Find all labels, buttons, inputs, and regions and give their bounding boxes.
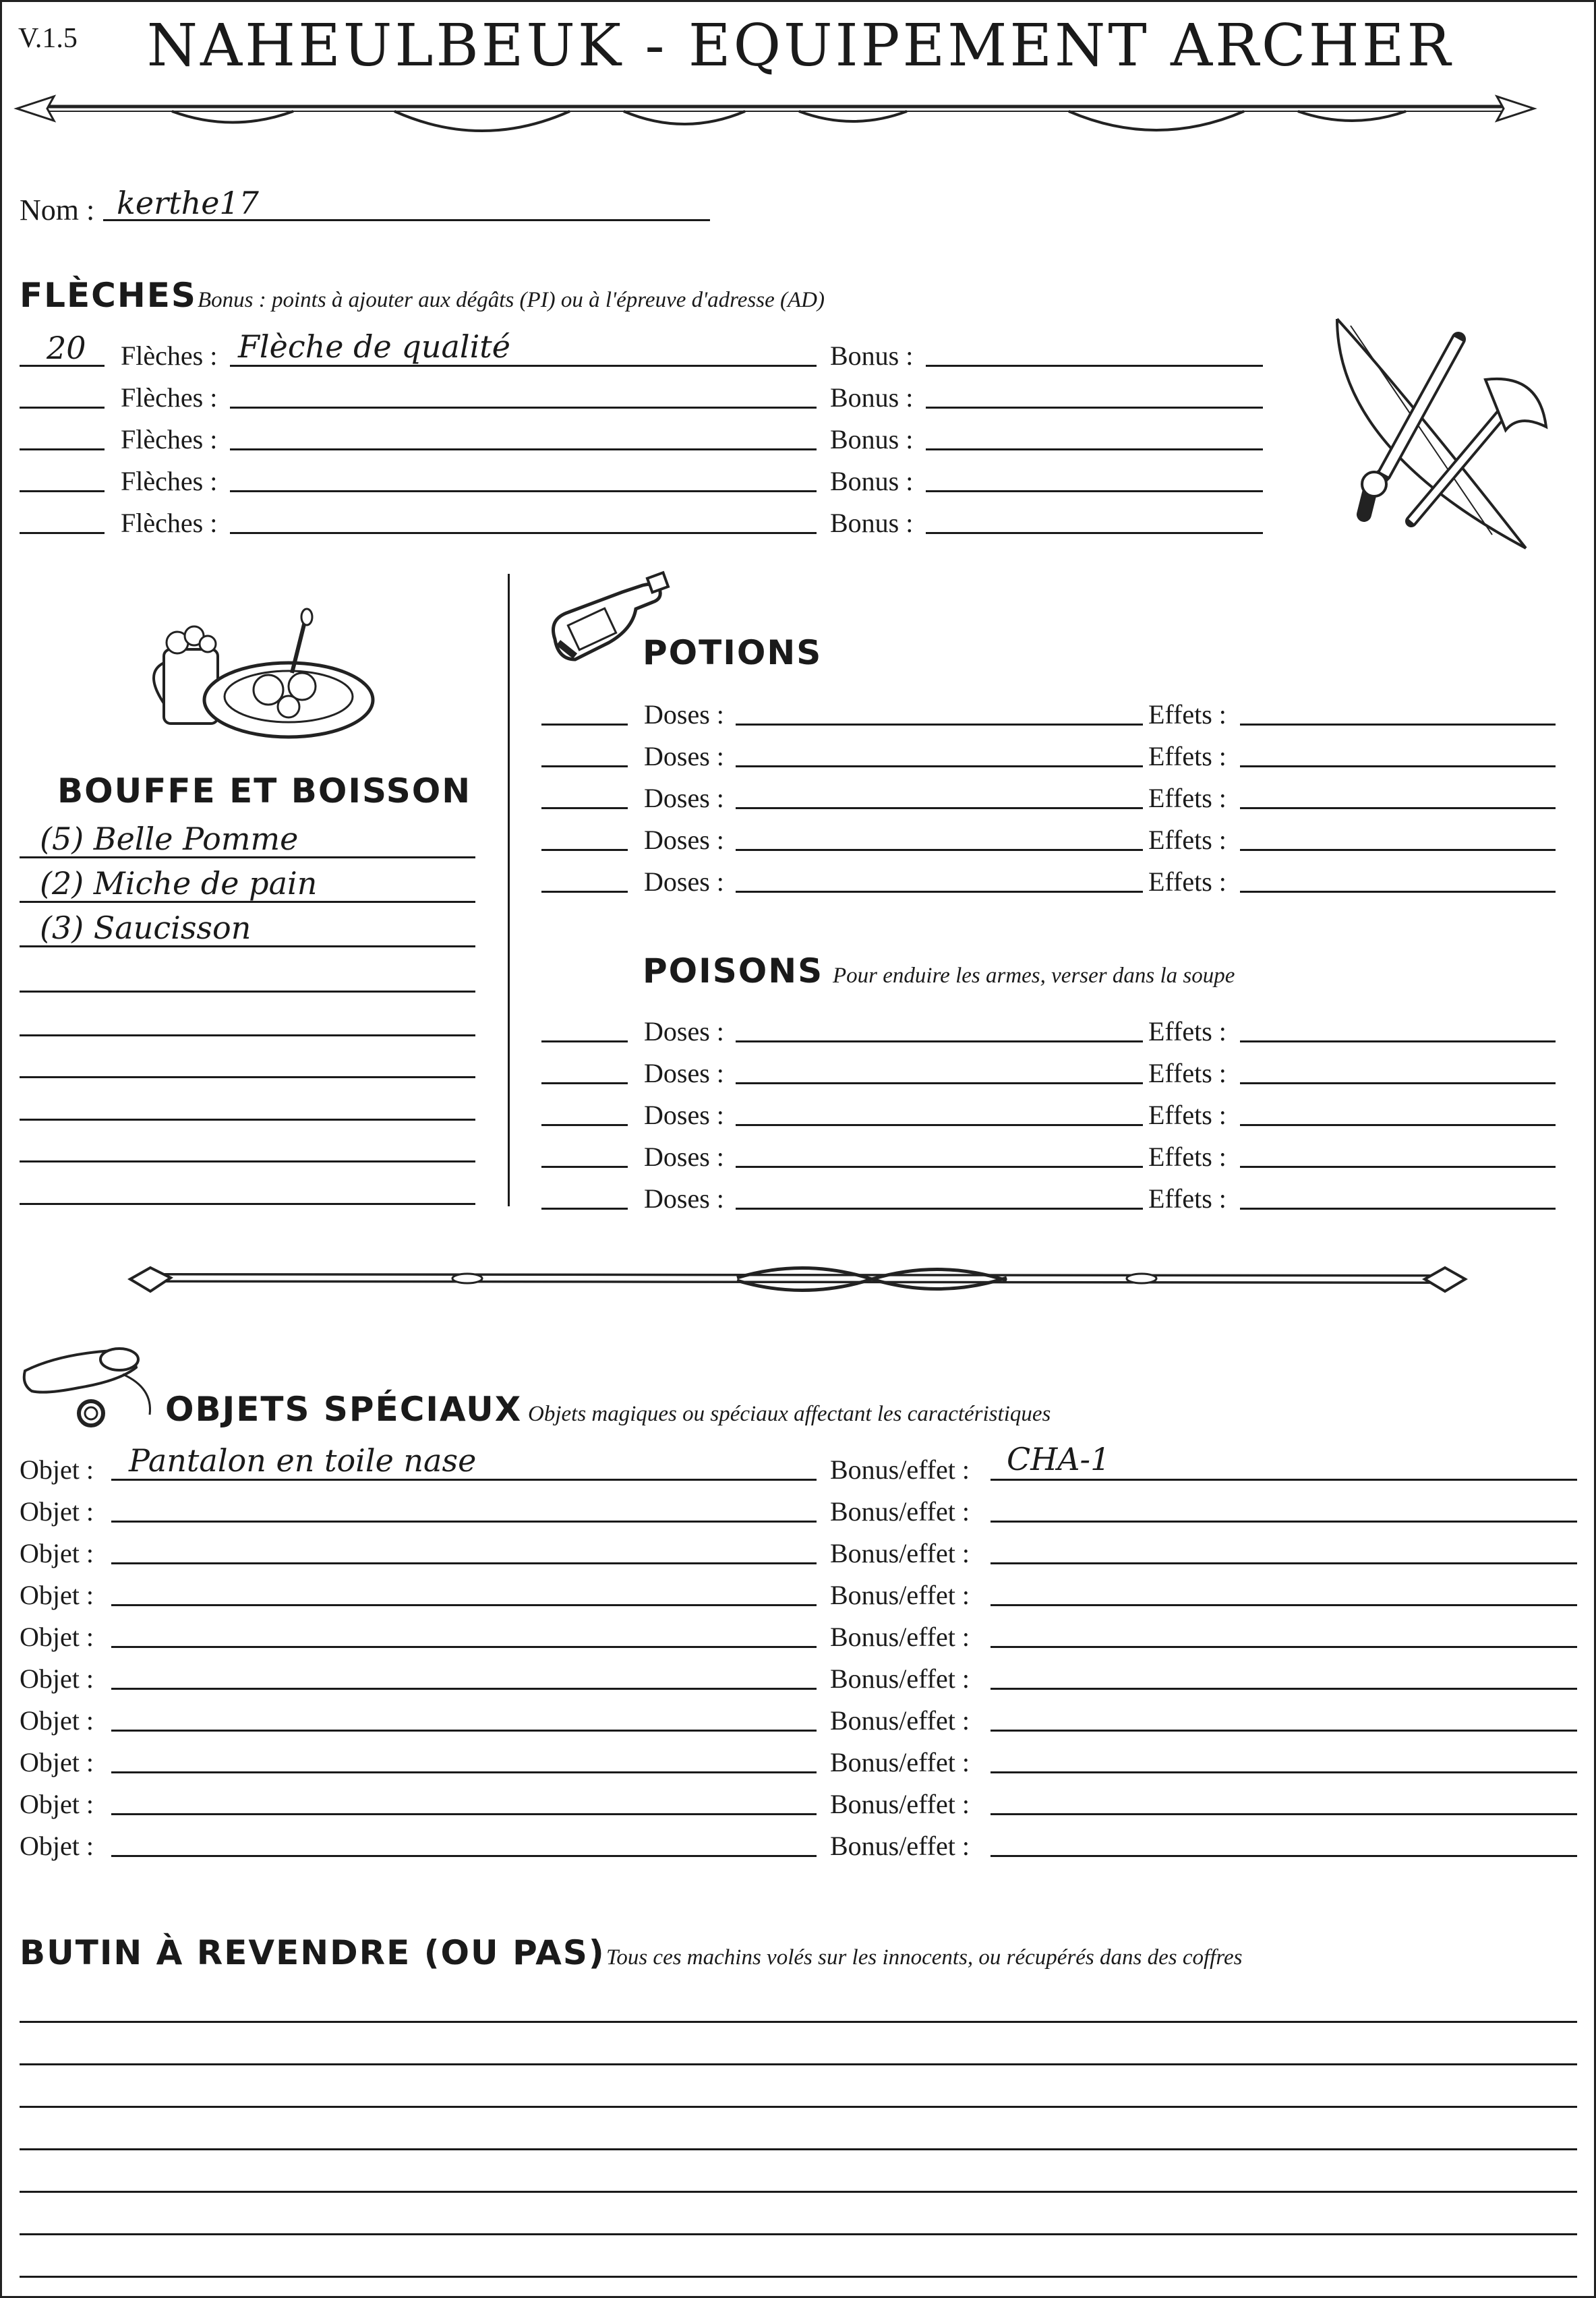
potion-effects-label: Effets : bbox=[1148, 866, 1226, 897]
poison-effects-label: Effets : bbox=[1148, 1142, 1226, 1172]
bonus-effect-line[interactable] bbox=[991, 1813, 1577, 1815]
potion-doses-label: Doses : bbox=[644, 741, 724, 771]
bonus-effect-line[interactable] bbox=[991, 1562, 1577, 1564]
object-label: Objet : bbox=[20, 1496, 94, 1527]
loot-note: Tous ces machins volés sur les innocents, ou récupérés dans des coffres bbox=[606, 1945, 1243, 1970]
poison-doses-label: Doses : bbox=[644, 1058, 724, 1088]
poison-qty-line[interactable] bbox=[541, 1208, 628, 1210]
poison-doses-label: Doses : bbox=[644, 1142, 724, 1172]
potion-qty-line[interactable] bbox=[541, 891, 628, 893]
object-line[interactable] bbox=[111, 1688, 817, 1690]
arrow-bonus-line[interactable] bbox=[926, 490, 1263, 492]
bonus-effect-value: CHA-1 bbox=[1007, 1441, 1111, 1477]
arrow-name: Flèche de qualité bbox=[238, 328, 511, 365]
potion-effects-line[interactable] bbox=[1240, 807, 1556, 809]
poison-doses-line[interactable] bbox=[736, 1124, 1143, 1126]
column-divider bbox=[508, 574, 510, 1206]
poison-doses-label: Doses : bbox=[644, 1183, 724, 1214]
potion-doses-line[interactable] bbox=[736, 891, 1143, 893]
potion-effects-line[interactable] bbox=[1240, 849, 1556, 851]
bonus-effect-line[interactable] bbox=[991, 1771, 1577, 1773]
page-title: NAHEULBEUK - EQUIPEMENT ARCHER bbox=[146, 12, 1454, 80]
object-line[interactable] bbox=[111, 1730, 817, 1732]
poison-qty-line[interactable] bbox=[541, 1040, 628, 1042]
loot-line[interactable] bbox=[20, 2148, 1577, 2150]
bonus-effect-label: Bonus/effet : bbox=[830, 1496, 970, 1527]
poison-doses-label: Doses : bbox=[644, 1100, 724, 1130]
loot-line[interactable] bbox=[20, 2106, 1577, 2108]
arrow-bonus-line[interactable] bbox=[926, 365, 1263, 367]
loot-line[interactable] bbox=[20, 2021, 1577, 2023]
crossed-weapons-icon bbox=[1324, 312, 1566, 555]
bonus-effect-label: Bonus/effet : bbox=[830, 1705, 970, 1736]
food-title: BOUFFE ET BOISSON bbox=[57, 771, 472, 811]
potion-effects-label: Effets : bbox=[1148, 825, 1226, 855]
loot-line[interactable] bbox=[20, 2276, 1577, 2278]
bonus-effect-line[interactable] bbox=[991, 1604, 1577, 1606]
object-line[interactable] bbox=[111, 1604, 817, 1606]
poison-effects-line[interactable] bbox=[1240, 1208, 1556, 1210]
bonus-effect-label: Bonus/effet : bbox=[830, 1789, 970, 1819]
food-item: (5) Belle Pomme bbox=[40, 821, 299, 857]
arrow-label: Flèches : bbox=[121, 341, 218, 371]
arrow-name-line[interactable] bbox=[230, 407, 817, 409]
poison-qty-line[interactable] bbox=[541, 1124, 628, 1126]
arrow-bonus-line[interactable] bbox=[926, 448, 1263, 450]
bonus-effect-label: Bonus/effet : bbox=[830, 1538, 970, 1568]
food-line[interactable] bbox=[20, 1203, 475, 1205]
arrow-bonus-label: Bonus : bbox=[830, 341, 914, 371]
food-item: (3) Saucisson bbox=[40, 910, 252, 946]
potion-doses-line[interactable] bbox=[736, 724, 1143, 726]
poison-doses-line[interactable] bbox=[736, 1208, 1143, 1210]
arrow-bonus-label: Bonus : bbox=[830, 424, 914, 454]
poison-doses-label: Doses : bbox=[644, 1016, 724, 1047]
bonus-effect-label: Bonus/effet : bbox=[830, 1831, 970, 1861]
bonus-effect-label: Bonus/effet : bbox=[830, 1747, 970, 1777]
arrow-name-line[interactable] bbox=[230, 365, 817, 367]
object-label: Objet : bbox=[20, 1622, 94, 1652]
potion-qty-line[interactable] bbox=[541, 765, 628, 767]
poisons-title: POISONS bbox=[643, 951, 824, 991]
arrow-bonus-line[interactable] bbox=[926, 407, 1263, 409]
loot-line[interactable] bbox=[20, 2233, 1577, 2235]
potion-doses-line[interactable] bbox=[736, 849, 1143, 851]
object-label: Objet : bbox=[20, 1831, 94, 1861]
special-note: Objets magiques ou spéciaux affectant les caractéristiques bbox=[528, 1402, 1051, 1426]
bonus-effect-label: Bonus/effet : bbox=[830, 1663, 970, 1694]
object-line[interactable] bbox=[111, 1855, 817, 1857]
arrow-count-line[interactable] bbox=[20, 490, 105, 492]
scroll-ring-icon bbox=[18, 1340, 167, 1435]
arrow-bonus-label: Bonus : bbox=[830, 382, 914, 413]
arrows-note: Bonus : points à ajouter aux dégâts (PI) ou à l'épreuve d'adresse (AD) bbox=[198, 288, 825, 312]
potion-effects-line[interactable] bbox=[1240, 891, 1556, 893]
arrow-bonus-line[interactable] bbox=[926, 532, 1263, 534]
arrow-name-line[interactable] bbox=[230, 532, 817, 534]
poison-qty-line[interactable] bbox=[541, 1082, 628, 1084]
special-title: OBJETS SPÉCIAUX bbox=[165, 1390, 523, 1429]
bonus-effect-line[interactable] bbox=[991, 1479, 1577, 1481]
poison-doses-line[interactable] bbox=[736, 1040, 1143, 1042]
arrow-name-line[interactable] bbox=[230, 448, 817, 450]
object-label: Objet : bbox=[20, 1789, 94, 1819]
loot-title: BUTIN À REVENDRE (OU PAS) bbox=[20, 1933, 605, 1972]
poison-effects-label: Effets : bbox=[1148, 1183, 1226, 1214]
arrow-divider-icon bbox=[17, 90, 1534, 150]
bonus-effect-label: Bonus/effet : bbox=[830, 1622, 970, 1652]
object-line[interactable] bbox=[111, 1646, 817, 1648]
object-label: Objet : bbox=[20, 1705, 94, 1736]
arrow-label: Flèches : bbox=[121, 382, 218, 413]
bonus-effect-line[interactable] bbox=[991, 1855, 1577, 1857]
potion-effects-label: Effets : bbox=[1148, 783, 1226, 813]
poison-effects-label: Effets : bbox=[1148, 1016, 1226, 1047]
food-line[interactable] bbox=[20, 1034, 475, 1036]
poison-effects-label: Effets : bbox=[1148, 1100, 1226, 1130]
object-label: Objet : bbox=[20, 1747, 94, 1777]
poison-effects-line[interactable] bbox=[1240, 1124, 1556, 1126]
object-label: Objet : bbox=[20, 1454, 94, 1485]
potion-doses-line[interactable] bbox=[736, 807, 1143, 809]
poison-doses-line[interactable] bbox=[736, 1082, 1143, 1084]
arrow-bonus-label: Bonus : bbox=[830, 466, 914, 496]
arrow-count-line[interactable] bbox=[20, 407, 105, 409]
arrow-label: Flèches : bbox=[121, 466, 218, 496]
loot-line[interactable] bbox=[20, 2063, 1577, 2065]
potion-qty-line[interactable] bbox=[541, 724, 628, 726]
name-value[interactable]: kerthe17 bbox=[117, 185, 259, 221]
potions-title: POTIONS bbox=[643, 633, 823, 672]
poison-effects-label: Effets : bbox=[1148, 1058, 1226, 1088]
object-line[interactable] bbox=[111, 1813, 817, 1815]
food-plate-icon bbox=[140, 609, 376, 744]
arrow-label: Flèches : bbox=[121, 508, 218, 538]
potion-doses-line[interactable] bbox=[736, 765, 1143, 767]
bonus-effect-line[interactable] bbox=[991, 1521, 1577, 1523]
arrow-label: Flèches : bbox=[121, 424, 218, 454]
bonus-effect-line[interactable] bbox=[991, 1730, 1577, 1732]
potion-doses-label: Doses : bbox=[644, 783, 724, 813]
object-label: Objet : bbox=[20, 1538, 94, 1568]
name-label: Nom : bbox=[20, 194, 95, 227]
bonus-effect-label: Bonus/effet : bbox=[830, 1580, 970, 1610]
food-line[interactable] bbox=[20, 991, 475, 993]
potion-effects-line[interactable] bbox=[1240, 765, 1556, 767]
potion-doses-label: Doses : bbox=[644, 866, 724, 897]
object-value: Pantalon en toile nase bbox=[129, 1442, 477, 1479]
object-line[interactable] bbox=[111, 1479, 817, 1481]
object-line[interactable] bbox=[111, 1562, 817, 1564]
poisons-note: Pour enduire les armes, verser dans la soupe bbox=[833, 964, 1235, 988]
potion-effects-label: Effets : bbox=[1148, 699, 1226, 730]
poison-effects-line[interactable] bbox=[1240, 1040, 1556, 1042]
arrow-count-line[interactable] bbox=[20, 532, 105, 534]
staff-divider-icon bbox=[130, 1258, 1465, 1305]
arrow-name-line[interactable] bbox=[230, 490, 817, 492]
potion-qty-line[interactable] bbox=[541, 849, 628, 851]
bonus-effect-label: Bonus/effet : bbox=[830, 1454, 970, 1485]
food-item: (2) Miche de pain bbox=[40, 865, 318, 902]
object-line[interactable] bbox=[111, 1771, 817, 1773]
object-label: Objet : bbox=[20, 1663, 94, 1694]
food-line[interactable] bbox=[20, 1160, 475, 1162]
object-label: Objet : bbox=[20, 1580, 94, 1610]
potion-doses-label: Doses : bbox=[644, 825, 724, 855]
potion-qty-line[interactable] bbox=[541, 807, 628, 809]
arrows-title: FLÈCHES bbox=[20, 276, 197, 315]
arrow-count: 20 bbox=[47, 330, 86, 366]
loot-line[interactable] bbox=[20, 2191, 1577, 2193]
arrow-count-line[interactable] bbox=[20, 448, 105, 450]
food-line[interactable] bbox=[20, 1119, 475, 1121]
poison-qty-line[interactable] bbox=[541, 1166, 628, 1168]
poison-effects-line[interactable] bbox=[1240, 1166, 1556, 1168]
potion-effects-label: Effets : bbox=[1148, 741, 1226, 771]
poison-effects-line[interactable] bbox=[1240, 1082, 1556, 1084]
bonus-effect-line[interactable] bbox=[991, 1646, 1577, 1648]
object-line[interactable] bbox=[111, 1521, 817, 1523]
poison-doses-line[interactable] bbox=[736, 1166, 1143, 1168]
version-label: V.1.5 bbox=[18, 23, 78, 54]
bonus-effect-line[interactable] bbox=[991, 1688, 1577, 1690]
potion-effects-line[interactable] bbox=[1240, 724, 1556, 726]
arrow-bonus-label: Bonus : bbox=[830, 508, 914, 538]
food-line[interactable] bbox=[20, 1076, 475, 1078]
potion-doses-label: Doses : bbox=[644, 699, 724, 730]
